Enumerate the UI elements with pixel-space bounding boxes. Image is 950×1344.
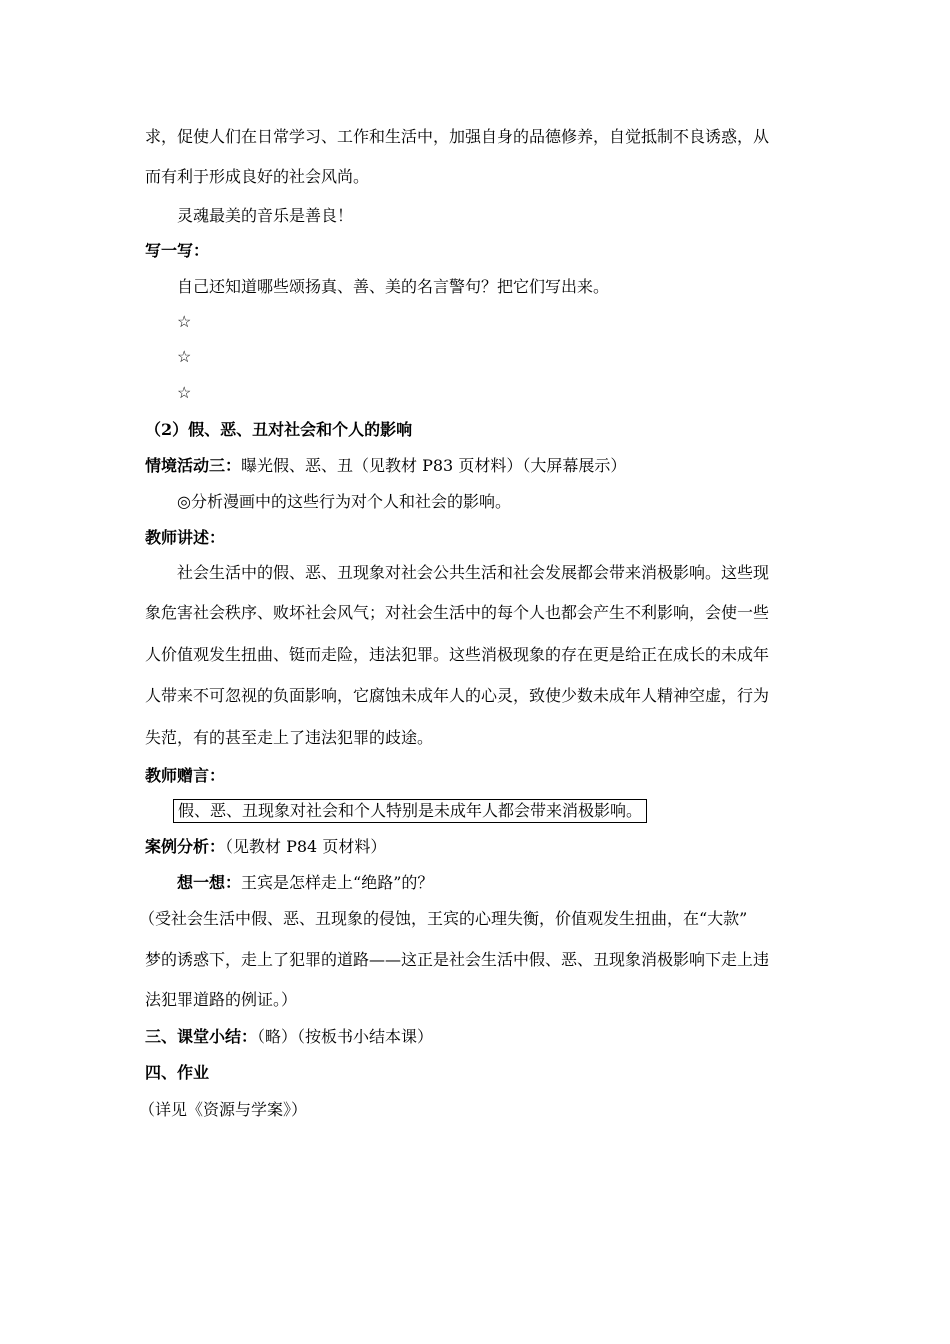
activity-3-label: 情境活动三： <box>145 456 242 475</box>
message-heading: 教师赠言： <box>145 766 226 785</box>
lecture-line-5: 失范，有的甚至走上了违法犯罪的歧途。 <box>145 728 434 747</box>
case-label: 案例分析： <box>145 837 226 856</box>
lecture-line-2: 象危害社会秩序、败坏社会风气；对社会生活中的每个人也都会产生不利影响，会使一些 <box>145 603 770 622</box>
star-bullet: ☆ <box>177 383 192 402</box>
activity-3-task: ◎分析漫画中的这些行为对个人和社会的影响。 <box>177 492 511 511</box>
activity-3-line <box>145 455 626 477</box>
homework-heading: 四、作业 <box>145 1063 210 1082</box>
case-line <box>145 836 386 858</box>
think-text: 王宾是怎样走上“绝路”的？ <box>241 873 434 892</box>
case-answer-line-2: 梦的诱惑下，走上了犯罪的道路——这正是社会生活中假、恶、丑现象消极影响下走上违 <box>145 950 770 969</box>
quote-line: 灵魂最美的音乐是善良！ <box>177 206 354 225</box>
case-text: （见教材 P84 页材料） <box>225 837 387 856</box>
summary-line <box>145 1026 433 1048</box>
think-label: 想一想： <box>177 873 242 892</box>
lecture-heading: 教师讲述： <box>145 528 226 547</box>
case-answer-line-1: （受社会生活中假、恶、丑现象的侵蚀，王宾的心理失衡，价值观发生扭曲，在“大款” <box>139 909 748 928</box>
intro-line-2: 而有利于形成良好的社会风尚。 <box>145 167 370 186</box>
intro-line-1: 求，促使人们在日常学习、工作和生活中，加强自身的品德修养，自觉抵制不良诱惑，从 <box>145 127 770 146</box>
case-answer-line-3: 法犯罪道路的例证。） <box>145 990 298 1009</box>
message-boxed: 假、恶、丑现象对社会和个人特别是未成年人都会带来消极影响。 <box>173 799 647 823</box>
summary-label: 三、课堂小结： <box>145 1027 258 1046</box>
lecture-line-4: 人带来不可忽视的负面影响，它腐蚀未成年人的心灵，致使少数未成年人精神空虚，行为 <box>145 686 770 705</box>
activity-3-text: 曝光假、恶、丑（见教材 P83 页材料）（大屏幕展示） <box>241 456 627 475</box>
write-heading: 写一写： <box>145 241 210 260</box>
homework-text: （详见《资源与学案》） <box>139 1100 308 1119</box>
star-bullet: ☆ <box>177 347 192 366</box>
think-line <box>177 872 433 894</box>
lecture-line-1: 社会生活中的假、恶、丑现象对社会公共生活和社会发展都会带来消极影响。这些现 <box>177 563 770 582</box>
section-2-heading: （2）假、恶、丑对社会和个人的影响 <box>145 420 413 439</box>
star-bullet: ☆ <box>177 312 192 331</box>
write-prompt: 自己还知道哪些颂扬真、善、美的名言警句？把它们写出来。 <box>177 277 610 296</box>
summary-text: （略）（按板书小结本课） <box>257 1027 434 1046</box>
lecture-line-3: 人价值观发生扭曲、铤而走险，违法犯罪。这些消极现象的存在更是给正在成长的未成年 <box>145 645 770 664</box>
